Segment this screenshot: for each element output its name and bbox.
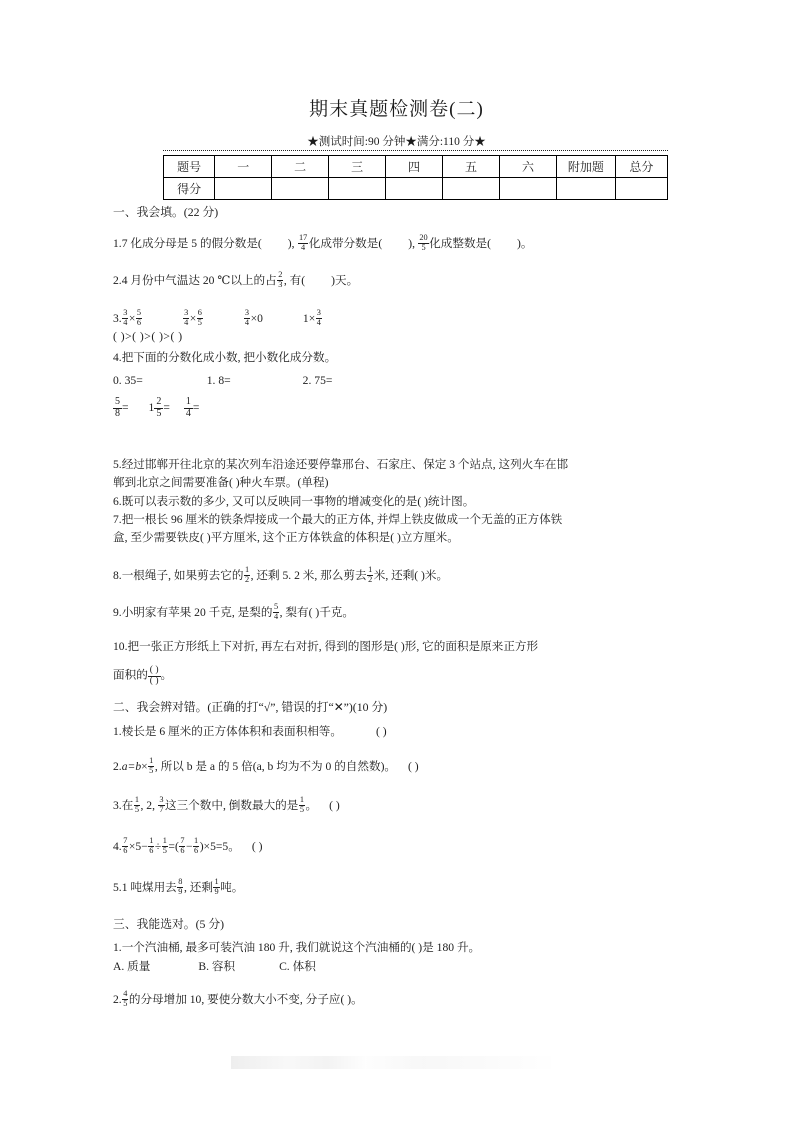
- score-col-2: 二: [272, 156, 329, 178]
- fraction-3-7: $\frac{3}{7}$: [159, 795, 164, 814]
- question-3-1-options: [113, 961, 316, 974]
- question-3-2: [113, 991, 363, 1009]
- question-1-10-line1: [113, 641, 538, 654]
- q-text-a: 面积的: [113, 668, 148, 682]
- exam-subtitle: ★测试时间:90 分钟★满分:110 分★: [307, 136, 486, 148]
- q-number: 1.: [113, 725, 122, 738]
- q-number: 5.: [113, 880, 122, 894]
- fraction-2-3: $\frac{2}{3}$: [278, 270, 283, 289]
- section-1-heading: 一、我会填。(22 分): [113, 205, 219, 219]
- q-text-d: ),: [408, 236, 418, 250]
- question-1-7-line2[interactable]: 盒, 至少需要铁皮( )平方厘米, 这个正方体铁盒的体积是( )立方厘米。: [113, 531, 459, 544]
- q-text-b: , 还剩: [183, 880, 213, 894]
- q-number: 10.: [113, 640, 128, 653]
- question-1-9: [113, 604, 354, 622]
- fraction-3-4: $\frac{3}{4}$: [123, 308, 128, 327]
- q-text: 把一根长 96 厘米的铁条焊接成一个最大的正方体, 并焊上铁皮做成一个无盖的正方体铁: [121, 513, 563, 526]
- question-2-1: [113, 726, 387, 739]
- q-text-f: )。: [517, 236, 533, 250]
- section-3-heading: 三、我能选对。(5 分): [113, 917, 225, 931]
- q-text[interactable]: 既可以表示数的多少, 又可以反映同一事物的增减变化的是( )统计图。: [121, 495, 475, 508]
- question-1-4-prompt: [113, 352, 336, 365]
- question-1-1: [113, 235, 532, 253]
- q-text-c: )天。: [331, 273, 359, 287]
- q-number: 4.: [113, 839, 122, 853]
- points-cell-2[interactable]: [272, 178, 329, 200]
- decimal-2[interactable]: 1. 8=: [206, 374, 231, 387]
- q-text-d: 。: [305, 798, 318, 812]
- q-number: 3.: [113, 311, 122, 325]
- page-title: 期末真题检测卷(二): [309, 99, 484, 120]
- fraction-17-4: $\frac{17}{4}$: [298, 233, 308, 252]
- q-text-b: ),: [287, 236, 298, 250]
- score-col-6: 六: [499, 156, 556, 178]
- fraction-1-5: $\frac{1}{5}$: [162, 836, 167, 855]
- fraction-4-5: $\frac{4}{5}$: [123, 989, 128, 1008]
- q-text-c: 吨。: [220, 880, 244, 894]
- score-col-3: 三: [329, 156, 386, 178]
- fraction-1-6: $\frac{1}{6}$: [194, 836, 199, 855]
- fraction-6-5: $\frac{6}{5}$: [197, 308, 202, 327]
- question-2-4: [113, 838, 262, 856]
- points-cell-5[interactable]: [443, 178, 500, 200]
- q-text-c: 这三个数中, 倒数最大的是: [165, 798, 299, 812]
- operator: ×: [308, 311, 316, 325]
- option-b[interactable]: B. 容积: [198, 960, 236, 973]
- fraction-5-8: $\frac{5}{8}$: [115, 396, 120, 419]
- blank-fraction[interactable]: ( ) ( ): [149, 665, 159, 686]
- fraction-1-5: $\frac{1}{5}$: [134, 795, 139, 814]
- q-number: 1.: [113, 236, 122, 250]
- points-cell-total[interactable]: [615, 178, 667, 200]
- q-number: 2.: [113, 759, 122, 773]
- fraction-20-5: $\frac{20}{5}$: [419, 233, 428, 252]
- formula-text: ×5−: [128, 839, 148, 853]
- q-text-a: 一根绳子, 如果剪去它的: [121, 568, 244, 582]
- question-2-2: [113, 758, 419, 776]
- fraction-7-6: $\frac{7}{6}$: [123, 836, 128, 855]
- question-1-2: [113, 272, 358, 290]
- q-text-b: 。: [160, 668, 173, 682]
- q-text-a: 7 化成分母是 5 的假分数是(: [121, 236, 262, 250]
- fraction-1-2: $\frac{1}{2}$: [368, 565, 373, 584]
- fraction-1-9: $\frac{1}{9}$: [214, 877, 219, 896]
- operand-one: 1: [302, 311, 309, 325]
- q-text-e: 化成整数是(: [429, 236, 492, 250]
- question-2-3: [113, 797, 340, 815]
- equals-2[interactable]: =: [163, 401, 170, 414]
- table-row: [164, 156, 668, 178]
- decimal-3[interactable]: 2. 75=: [302, 374, 333, 387]
- fraction-7-6: $\frac{7}{6}$: [180, 836, 185, 855]
- question-3-1: [113, 942, 480, 955]
- question-1-4-fractions: [113, 397, 199, 419]
- operator: ×: [250, 311, 258, 325]
- option-c[interactable]: C. 体积: [279, 960, 316, 973]
- question-1-7-line1: [113, 514, 562, 527]
- question-1-3-expressions: [113, 310, 322, 328]
- fraction-1-4: $\frac{1}{4}$: [185, 396, 191, 419]
- operator: ×: [141, 759, 148, 773]
- q-number: 2.: [113, 992, 122, 1006]
- q-number: 8.: [113, 568, 122, 582]
- q-text-b[interactable]: , 梨有( )千克。: [279, 605, 354, 619]
- question-1-5-line2[interactable]: 郸到北京之间需要准备( )种火车票。(单程): [113, 476, 329, 489]
- fraction-5-6: $\frac{5}{6}$: [136, 308, 142, 327]
- q-text[interactable]: 一个汽油桶, 最多可装汽油 180 升, 我们就说这个汽油桶的( )是 180 升。: [121, 941, 481, 954]
- watermark-band: [231, 1056, 551, 1069]
- score-col-4: 四: [386, 156, 443, 178]
- fraction-1-5: $\frac{1}{5}$: [149, 756, 154, 775]
- q-text-b: , 还剩 5. 2 米, 那么剪去: [250, 568, 367, 582]
- operand-zero: 0: [257, 311, 263, 325]
- q-text: 棱长是 6 厘米的正方体体积和表面积相等。: [121, 725, 342, 738]
- q-number: 4.: [113, 351, 122, 364]
- q-number: 7.: [113, 513, 122, 526]
- tf-blank[interactable]: ( ): [376, 725, 387, 738]
- question-1-10-line2: [113, 666, 172, 687]
- score-row-label: 题号: [164, 156, 215, 178]
- score-col-1: 一: [215, 156, 272, 178]
- q-text: 把一张正方形纸上下对折, 再左右对折, 得到的图形是( )形, 它的面积是原来正方形: [127, 640, 539, 653]
- points-cell-6[interactable]: [499, 178, 556, 200]
- fraction-3-4: $\frac{3}{4}$: [316, 308, 321, 327]
- option-a[interactable]: A. 质量: [113, 960, 151, 973]
- q-text-b: , 2,: [140, 798, 158, 812]
- question-1-5-line1: 5.经过邯郸开往北京的某次列车沿途还要停靠邢台、石家庄、保定 3 个站点, 这列火车在邯: [113, 458, 569, 471]
- points-cell-4[interactable]: [386, 178, 443, 200]
- q-text-a: 1 吨煤用去: [121, 880, 177, 894]
- fraction-1-2: $\frac{1}{2}$: [244, 565, 250, 584]
- q-number: 9.: [113, 605, 122, 619]
- q-number: 6.: [113, 495, 122, 508]
- q-text-a: 在: [121, 798, 134, 812]
- formula-text: )×5=5。: [199, 839, 240, 853]
- q-text-a: 小明家有苹果 20 千克, 是梨的: [121, 605, 273, 619]
- fraction-3-4: $\frac{3}{4}$: [244, 308, 250, 327]
- fraction-5-4: $\frac{5}{4}$: [273, 602, 279, 621]
- q-number: 2.: [113, 273, 122, 287]
- fraction-8-9: $\frac{8}{9}$: [178, 877, 183, 896]
- q-text[interactable]: 的分母增加 10, 要使分数大小不变, 分子应( )。: [128, 992, 363, 1006]
- section-2-heading: 二、我会辨对错。(正确的打“√”, 错误的打“✕”)(10 分): [113, 700, 388, 714]
- tf-blank[interactable]: ( ): [329, 798, 340, 812]
- fraction-1-6: $\frac{1}{6}$: [149, 836, 154, 855]
- question-1-8: [113, 567, 448, 585]
- q-number: 1.: [113, 941, 122, 954]
- score-col-total: 总分: [615, 156, 667, 178]
- formula-text: ÷: [154, 839, 162, 853]
- q-number: 3.: [113, 798, 122, 812]
- question-1-3-compare[interactable]: ( )>( )>( )>( ): [113, 330, 183, 343]
- score-table: [163, 155, 668, 200]
- q-text: 把下面的分数化成小数, 把小数化成分数。: [121, 351, 337, 364]
- formula-text: =(: [168, 839, 179, 853]
- formula-lhs: a=b: [121, 759, 142, 773]
- points-row-label: 得分: [164, 178, 215, 200]
- question-2-5: [113, 879, 243, 897]
- points-cell-3[interactable]: [329, 178, 386, 200]
- formula-text: −: [185, 839, 193, 853]
- fraction-1-5: $\frac{1}{5}$: [299, 795, 305, 814]
- fraction-3-4: $\frac{3}{4}$: [184, 308, 189, 327]
- tf-blank[interactable]: ( ): [408, 759, 419, 773]
- equals-3[interactable]: =: [192, 401, 200, 414]
- question-1-4-decimals: [113, 375, 332, 388]
- q-text-c[interactable]: 米, 还剩( )米。: [373, 568, 449, 582]
- q-text-a: 4 月份中气温达 20 ℃以上的占: [121, 273, 277, 287]
- table-row: [164, 178, 668, 200]
- tf-blank[interactable]: ( ): [251, 839, 263, 853]
- question-1-6: [113, 496, 474, 509]
- fraction-2-5: $\frac{2}{5}$: [156, 396, 162, 419]
- q-text: , 所以 b 是 a 的 5 倍(a, b 均为不为 0 的自然数)。: [154, 759, 397, 773]
- operator: ×: [128, 311, 136, 325]
- dotted-divider: [163, 150, 668, 151]
- operator: ×: [189, 311, 197, 325]
- points-cell-extra[interactable]: [556, 178, 615, 200]
- decimal-1[interactable]: 0. 35=: [113, 374, 143, 387]
- equals-1[interactable]: =: [122, 401, 129, 414]
- q-text-c: 化成带分数是(: [308, 236, 383, 250]
- q-text-b: , 有(: [283, 273, 306, 287]
- points-cell-1[interactable]: [215, 178, 272, 200]
- whole-part: 1: [148, 401, 155, 414]
- score-col-5: 五: [443, 156, 500, 178]
- score-col-extra: 附加题: [556, 156, 615, 178]
